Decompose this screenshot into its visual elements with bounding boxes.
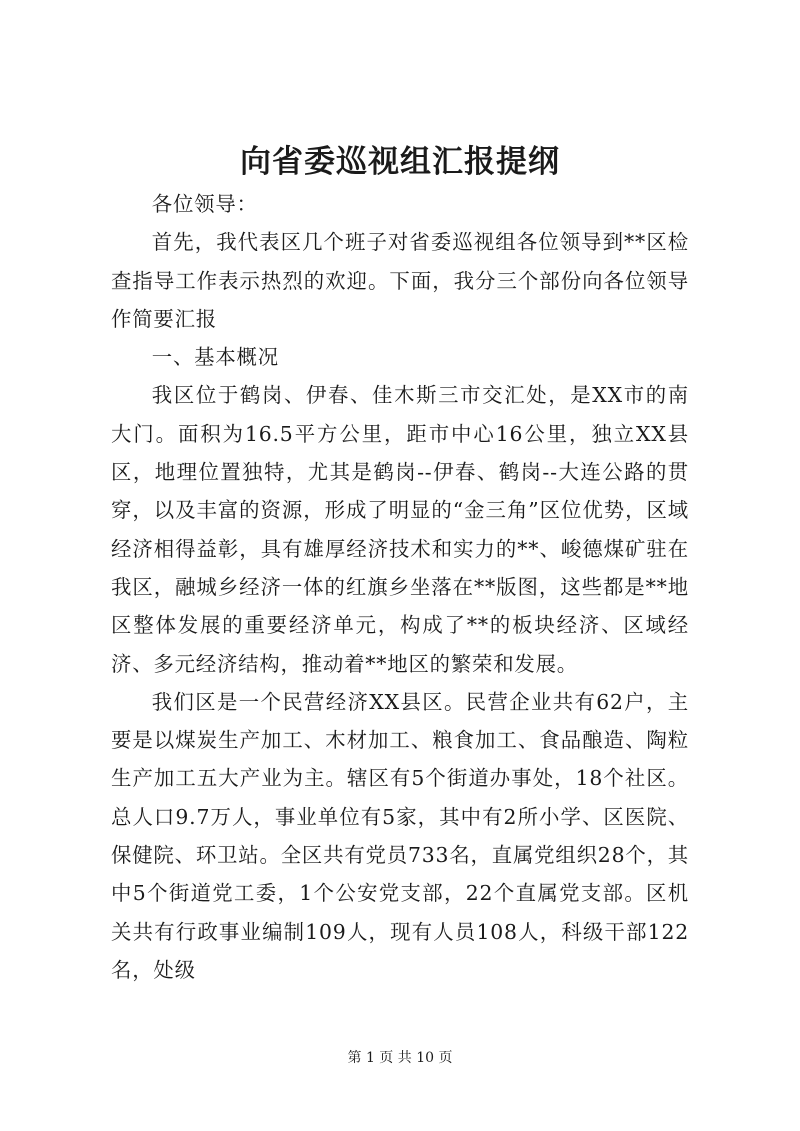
salutation-paragraph: 各位领导： — [151, 192, 258, 216]
section-heading: 一、基本概况 — [151, 345, 279, 370]
economy-paragraph: 我们区是一个民营经济XX县区。民营企业共有62户，主要是以煤炭生产加工、木材加工、粮食加工、食品酿造、陶粒生产加工五大产业为主。辖区有5个街道办事处，18个社区。总人口9.7万人，事业单位有5家，其中有2所小学、区医院、保健院、环卫站。全区共有党员733名，直属党组织28个，其中5个街道党工委，1个公安党支部，22个直属党支部。区机关共有行政事业编制109人，现有人员108人，科级干部122名，处级 — [111, 689, 689, 982]
document-body — [111, 185, 689, 989]
page-number-footer: 第 1 页 共 10 页 — [347, 1050, 453, 1066]
document-title: 向省委巡视组汇报提纲 — [240, 144, 560, 180]
overview-paragraph: 我区位于鹤岗、伊春、佳木斯三市交汇处，是XX市的南大门。面积为16.5平方公里，距市中心16公里，独立XX县区，地理位置独特，尤其是鹤岗--伊春、鹤岗--大连公路的贯穿，以及丰富的资源，形成了明显的“金三角”区位优势，区域经济相得益彰，具有雄厚经济技术和实力的**、峻德煤矿驻在我区，融城乡经济一体的红旗乡坐落在**版图，这些都是**地区整体发展的重要经济单元，构成了**的板块经济、区域经济、多元经济结构，推动着**地区的繁荣和发展。 — [111, 383, 689, 676]
intro-paragraph: 首先，我代表区几个班子对省委巡视组各位领导到**区检查指导工作表示热烈的欢迎。下面，我分三个部份向各位领导作简要汇报 — [111, 230, 689, 331]
